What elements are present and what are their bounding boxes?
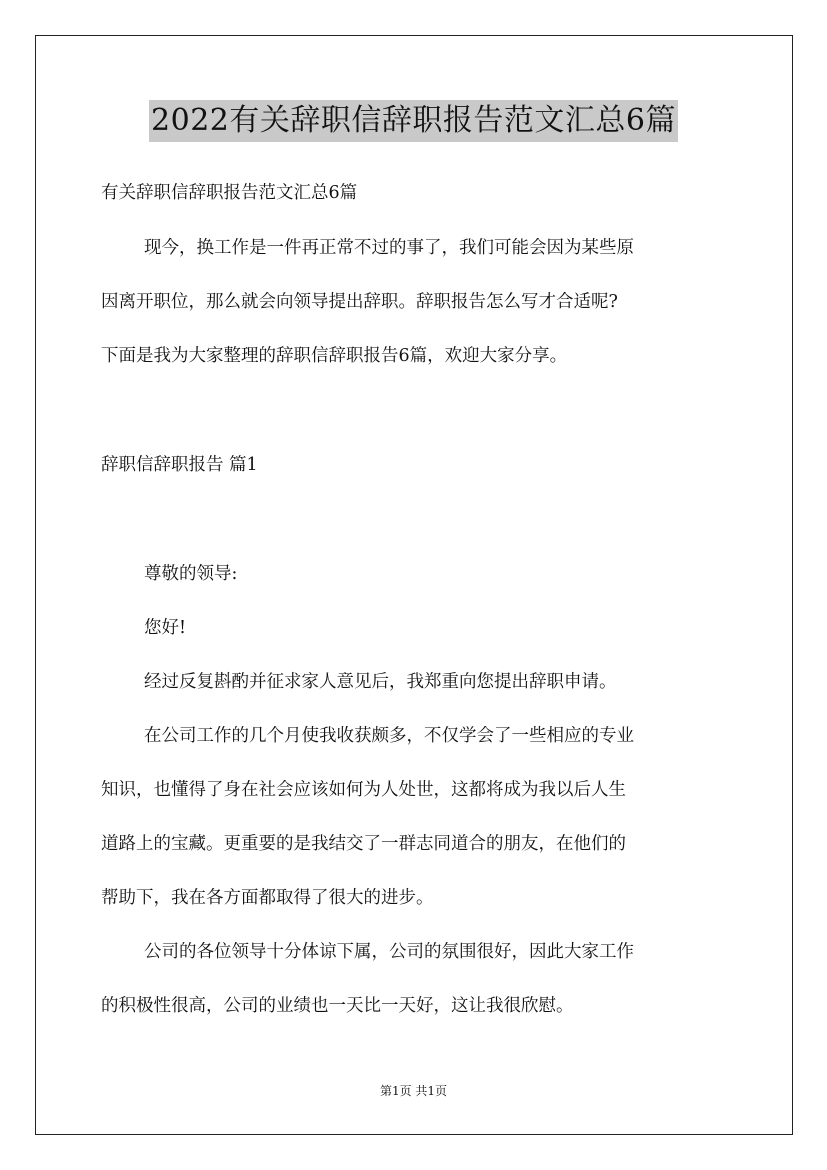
body-line-5: 帮助下，我在各方面都取得了很大的进步。	[101, 888, 434, 908]
page-footer: 第1页 共1页	[379, 1084, 448, 1098]
body-line-1: 经过反复斟酌并征求家人意见后，我郑重向您提出辞职申请。	[144, 672, 617, 692]
body-line-7: 的积极性很高，公司的业绩也一天比一天好，这让我很欣慰。	[101, 996, 574, 1016]
body-line-6: 公司的各位领导十分体谅下属，公司的氛围很好，因此大家工作	[144, 942, 634, 962]
intro-line-3: 下面是我为大家整理的辞职信辞职报告6篇，欢迎大家分享。	[101, 346, 568, 366]
body-line-4: 道路上的宝藏。更重要的是我结交了一群志同道合的朋友，在他们的	[101, 834, 626, 854]
section-heading: 辞职信辞职报告 篇1	[101, 455, 258, 475]
greeting: 您好!	[144, 618, 187, 638]
body-line-3: 知识，也懂得了身在社会应该如何为人处世，这都将成为我以后人生	[101, 780, 626, 800]
body-line-2: 在公司工作的几个月使我收获颇多，不仅学会了一些相应的专业	[144, 726, 634, 746]
document-title: 2022有关辞职信辞职报告范文汇总6篇	[149, 100, 678, 142]
intro-line-1: 现今，换工作是一件再正常不过的事了，我们可能会因为某些原	[144, 238, 634, 258]
document-subtitle: 有关辞职信辞职报告范文汇总6篇	[101, 183, 358, 203]
salutation: 尊敬的领导:	[144, 564, 238, 584]
title-container	[0, 100, 827, 142]
intro-line-2: 因离开职位，那么就会向领导提出辞职。辞职报告怎么写才合适呢?	[101, 292, 618, 312]
